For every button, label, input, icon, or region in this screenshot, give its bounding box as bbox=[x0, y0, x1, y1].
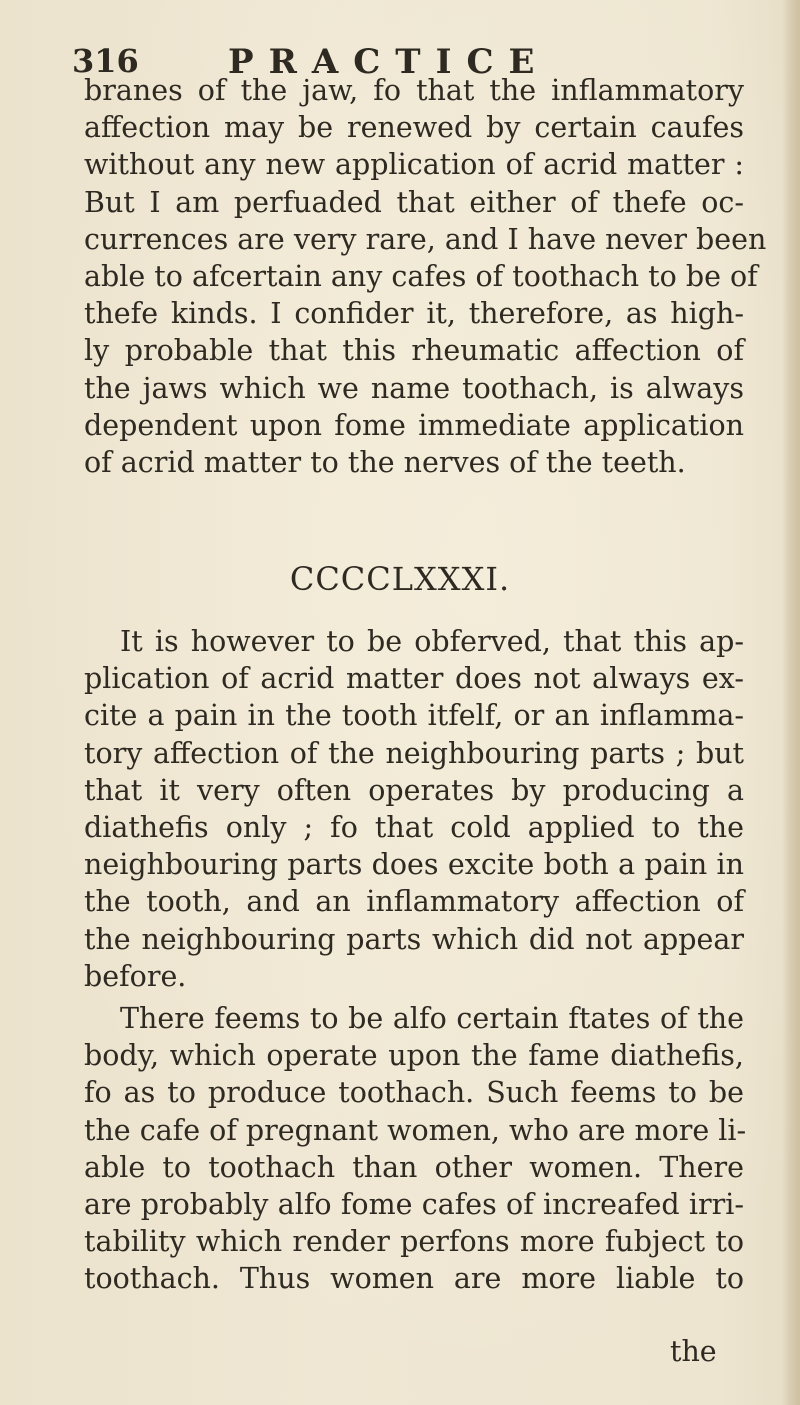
page-number: 316 bbox=[72, 42, 139, 80]
text-line: cite a pain in the tooth itfelf, or an inflamma- bbox=[84, 699, 744, 733]
paragraph-3 bbox=[84, 1000, 747, 1298]
text-line: But I am perfuaded that either of thefe oc- bbox=[84, 185, 744, 219]
text-line: fo as to produce toothach. Such feems to be bbox=[84, 1076, 744, 1110]
text-line: plication of acrid matter does not always ex- bbox=[84, 662, 744, 696]
text-line: diathefis only ; fo that cold applied to the bbox=[84, 810, 744, 844]
text-line: tory affection of the neighbouring parts ; but bbox=[84, 736, 744, 770]
text-line: ly probable that this rheumatic affection of bbox=[84, 334, 744, 368]
text-line: neighbouring parts does excite both a pain in bbox=[84, 848, 744, 882]
section-heading: CCCCLXXXI. bbox=[289, 560, 511, 598]
text-line: currences are very rare, and I have never been bbox=[84, 222, 767, 256]
text-line: It is however to be obferved, that this ap- bbox=[120, 625, 744, 658]
text-line: of acrid matter to the nerves of the teeth. bbox=[84, 445, 686, 479]
text-line: toothach. Thus women are more liable to bbox=[84, 1262, 744, 1296]
text-line: that it very often operates by producing a bbox=[84, 773, 744, 807]
text-line: There feems to be alfo certain ftates of the bbox=[120, 1002, 744, 1035]
text-line: dependent upon fome immediate application bbox=[84, 408, 744, 442]
page-edge bbox=[782, 0, 800, 1405]
text-line: are probably alfo fome cafes of increafed irri- bbox=[84, 1187, 744, 1221]
text-line: able to afcertain any cafes of toothach to be of bbox=[84, 259, 758, 293]
text-line: able to toothach than other women. There bbox=[84, 1150, 744, 1184]
text-line: the jaws which we name toothach, is always bbox=[84, 371, 744, 405]
text-line: branes of the jaw, fo that the inflammatory bbox=[84, 74, 744, 107]
text-line: thefe kinds. I confider it, therefore, as high- bbox=[84, 297, 744, 331]
paragraph-1 bbox=[84, 72, 767, 481]
running-head: PRACTICE bbox=[228, 42, 550, 82]
text-line: affection may be renewed by certain caufes bbox=[84, 111, 744, 145]
text-line: the neighbouring parts which did not appear bbox=[84, 922, 744, 956]
text-line: body, which operate upon the fame diathefis, bbox=[84, 1039, 744, 1073]
text-line: tability which render perfons more fubject to bbox=[84, 1225, 744, 1259]
paragraph-2 bbox=[84, 623, 744, 995]
text-line: before. bbox=[84, 959, 187, 993]
text-line: the cafe of pregnant women, who are more li- bbox=[84, 1113, 747, 1147]
catchword: the bbox=[670, 1335, 717, 1368]
text-line: without any new application of acrid matter : bbox=[84, 148, 744, 182]
text-line: the tooth, and an inflammatory affection of bbox=[84, 885, 744, 919]
